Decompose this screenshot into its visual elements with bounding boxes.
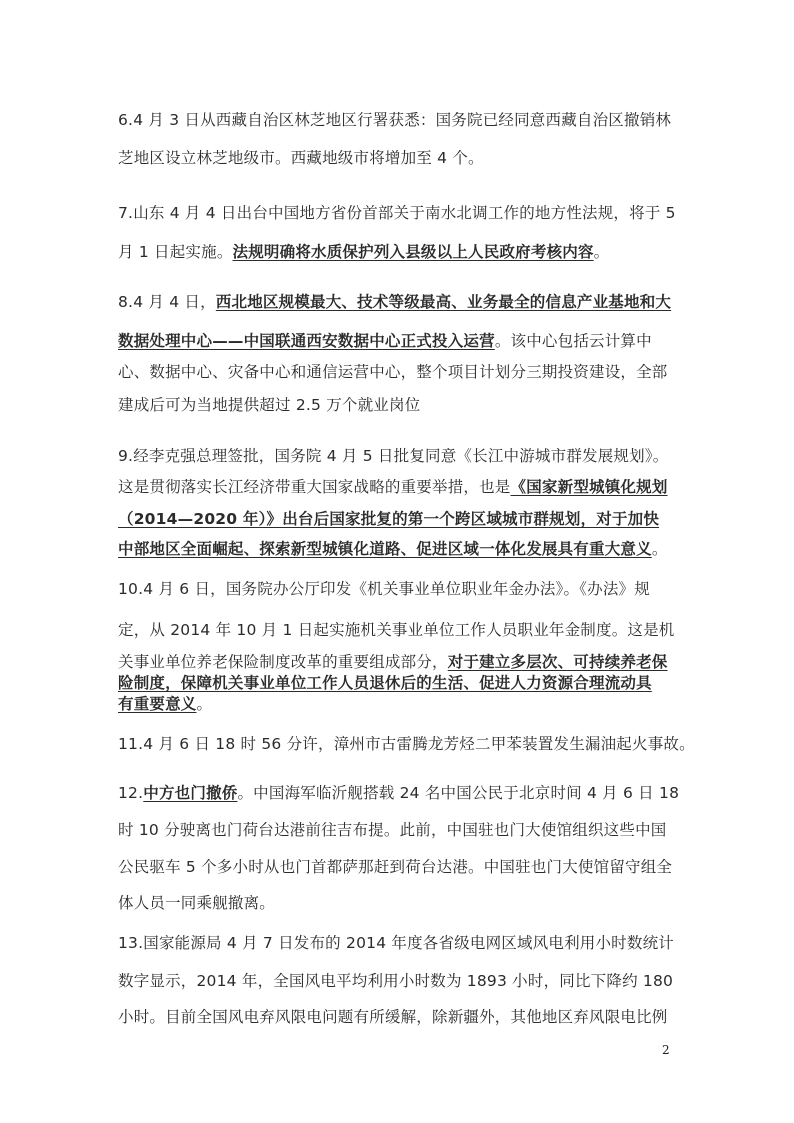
text-segment: 6.4 月 3 日从西藏自治区林芝地区行署获悉：国务院已经同意西藏自治区撤销林 (118, 111, 672, 129)
paragraph-line (118, 446, 678, 466)
text-segment: 芝地区设立林芝地级市。西藏地级市将增加至 4 个。 (118, 149, 484, 167)
paragraph-line (118, 673, 678, 693)
text-segment: 。中国海军临沂舰搭载 24 名中国公民于北京时间 4 月 6 日 18 (237, 784, 680, 802)
text-segment: 。 (651, 540, 668, 558)
text-segment: 体人员一同乘舰撤离。 (118, 894, 276, 912)
emphasized-text: 对于建立多层次、可持续养老保 (447, 653, 668, 671)
paragraph-line (118, 203, 678, 223)
text-segment: 。该中心包括云计算中 (494, 332, 652, 350)
paragraph-line (118, 857, 678, 877)
text-segment: 数字显示，2014 年，全国风电平均利用小时数为 1893 小时，同比下降约 180 (118, 972, 674, 990)
emphasized-text: 有重要意义 (118, 695, 197, 713)
text-segment: 建成后可为当地提供超过 2.5 万个就业岗位 (118, 396, 421, 414)
text-segment: 月 1 日起实施。 (118, 243, 233, 261)
text-segment: 11.4 月 6 日 18 时 56 分许，漳州市古雷腾龙芳烃二甲苯装置发生漏油起火事故。 (118, 735, 695, 753)
text-segment: 。 (196, 695, 213, 713)
text-segment: 关事业单位养老保险制度改革的重要组成部分， (118, 653, 448, 671)
paragraph-line (118, 110, 678, 130)
paragraph-line (118, 734, 695, 754)
emphasized-text: 险制度，保障机关事业单位工作人员退休后的生活、促进人力资源合理流动具 (118, 674, 652, 692)
text-segment: 10.4 月 6 日，国务院办公厅印发《机关事业单位职业年金办法》。《办法》规 (118, 580, 650, 598)
paragraph-line (118, 579, 678, 599)
paragraph-line (118, 652, 678, 672)
emphasized-text: 数据处理中心——中国联通西安数据中心正式投入运营 (118, 332, 495, 350)
paragraph-line (118, 694, 678, 714)
emphasized-text: 中方也门撤侨 (143, 784, 238, 802)
emphasized-text: 《国家新型城镇化规划 (510, 478, 668, 496)
paragraph-line (118, 539, 678, 559)
paragraph-line (118, 783, 678, 803)
paragraph-line (118, 820, 678, 840)
paragraph-line (118, 893, 678, 913)
text-segment: 这是贯彻落实长江经济带重大国家战略的重要举措，也是 (118, 478, 511, 496)
emphasized-text: 西北地区规模最大、技术等级最高、业务最全的信息产业基地和大 (215, 293, 672, 311)
paragraph-line (118, 1007, 678, 1027)
paragraph-line (118, 148, 678, 168)
text-segment: 定，从 2014 年 10 月 1 日起实施机关事业单位工作人员职业年金制度。这是机 (118, 621, 675, 639)
text-segment: 公民驱车 5 个多小时从也门首都萨那赶到荷台达港。中国驻也门大使馆留守组全 (118, 858, 673, 876)
paragraph-line (118, 362, 678, 382)
text-segment: 时 10 分驶离也门荷台达港前往吉布提。此前，中国驻也门大使馆组织这些中国 (118, 821, 667, 839)
text-segment: 12. (118, 784, 144, 802)
text-segment: 心、数据中心、灾备中心和通信运营中心，整个项目计划分三期投资建设，全部 (118, 363, 668, 381)
paragraph-line (118, 477, 678, 497)
paragraph-line (118, 331, 678, 351)
paragraph-line (118, 933, 678, 953)
paragraph-line (118, 395, 678, 415)
paragraph-line (118, 620, 678, 640)
paragraph-line (118, 292, 678, 312)
text-segment: 小时。目前全国风电弃风限电问题有所缓解，除新疆外，其他地区弃风限电比例 (118, 1008, 668, 1026)
paragraph-line (118, 242, 678, 262)
text-segment: 13.国家能源局 4 月 7 日发布的 2014 年度各省级电网区域风电利用小时数统计 (118, 934, 674, 952)
emphasized-text: （2014—2020 年）》出台后国家批复的第一个跨区域城市群规划，对于加快 (118, 510, 660, 528)
text-segment: 。 (593, 243, 610, 261)
page-number: 2 (662, 1043, 670, 1057)
paragraph-line (118, 971, 678, 991)
emphasized-text: 中部地区全面崛起、探索新型城镇化道路、促进区域一体化发展具有重大意义 (118, 540, 652, 558)
text-segment: 9.经李克强总理签批，国务院 4 月 5 日批复同意《长江中游城市群发展规划》。 (118, 447, 669, 465)
paragraph-line (118, 509, 678, 529)
text-segment: 8.4 月 4 日， (118, 293, 216, 311)
text-segment: 7.山东 4 月 4 日出台中国地方省份首部关于南水北调工作的地方性法规，将于 5 (118, 204, 676, 222)
emphasized-text: 法规明确将水质保护列入县级以上人民政府考核内容 (232, 243, 594, 261)
